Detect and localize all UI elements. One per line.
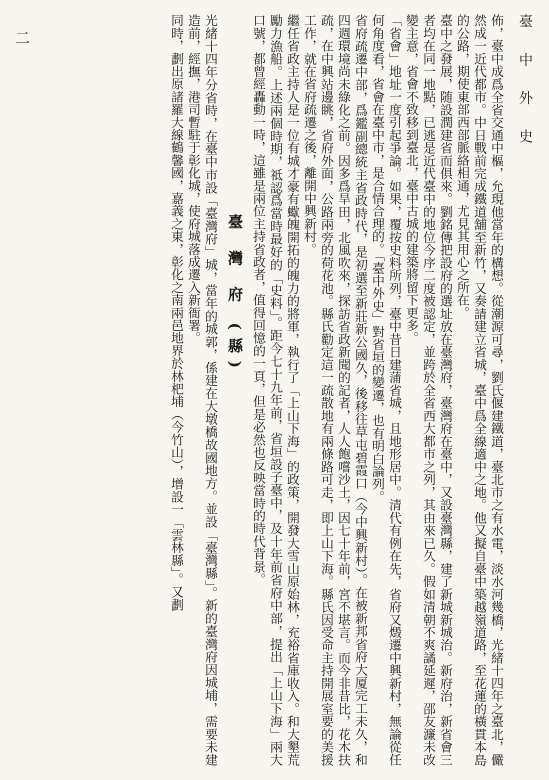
section-title: 臺 灣 府 (縣) (226, 214, 244, 376)
paragraph: 繼任省政主持人是一位有城才豪有蠍魄開拓的魄力的將軍，執行了「上山下海」的政策，開發大雪山原始林，充裕省庫收入。和大墾荒勵力漁船。上述兩個時期，祗認爲當時最好的「史料」。距今七十九年前，省垣設子臺中，及十年前省府中部，提出「上山下海」兩大口號，都曾經轟動一時，這雖是兩位主持省政者，值得回憶的一頁，但是必然也反映當時的時代背景。 (251, 14, 300, 766)
paragraph: 「省會」地址一度引起爭論。如果，覆按史料所列，臺中昔日建蒲省城，且地形居中。清代有例在先，省府又燬遷中興新村，無論從任何角度看，省會在臺中市，是合情合理的。「臺中外史」對省垣的變遷，也有明白論列。 (370, 14, 402, 766)
paragraph: 光緒十四年分省時，在臺中市設「臺灣府」城，當年的城郭，係建在大墩橋故國地方。並設「臺灣縣」。新的臺灣府因城埔，需要未建造前，經撫，港司暫駐于彰化城，使府城落成遷入新衙署。 (186, 14, 218, 766)
running-head: 臺 中 外 史 (517, 14, 533, 154)
paragraph: 同時，劃出原諸羅大線鶴馨國，嘉義之東，彰化之南兩邑地界於林杷埔（今竹山），增設一「雲林縣」。又劃 (169, 14, 184, 611)
paragraph: 臺中之發展，随設潤建省而俱來。劉銘傳把設府的選址放在臺灣府，臺灣府在臺中，又設臺灣縣，建了新城新城治。新府治，新省會三者均在同一地點，已逃是近代臺中的地位今序二度被認定，並跨於全省西大都市之列，其由來已久。假如清朝不爽譎延遲，邵友濂未改變主意，省會不致移到臺北，臺中古城的建築將留下更多。 (404, 14, 453, 766)
page-number: 二 (13, 30, 31, 45)
paragraph: 省府疏遷中部，爲鑑副總統主省政時代，是初選至新莊新公國久，後移往草屯碧霞口（今中興新村）。在被新邦省府大厦完工未久，和四週環境尚未綠化之前。因多爲旱田，北風吹來，探訪省政新聞的記者，人人飽嚐沙土，因七十年前，宮不堪言。而今非昔比，花木扶疏，在中興站邊眺，省府外面，公路兩旁的荷花池。縣氏勸定這一疏散地有兩條路可走，即上山下海。縣氏因受命主持開展室要的美援工作，就在省府疏遷之後，離開中興新村。 (302, 14, 368, 766)
paragraph: 佈，臺中成爲全省交通中樞，允現他當年的構想。從潮源可尋，劉氏偃建鐵道，臺北市之有水電，淡水河幾橋，光緒十四年之臺北，儼然成一近代都市。中日戰前完成鐵道舖至新竹，又奏請建立省城，臺中爲全線適中之地。他又擬自臺中築越嶺道路，至花蓮的橫貫本島的公路，期使東部西部脈絡相通，尤見其用心之所在。 (455, 14, 504, 766)
body-text (17, 14, 505, 766)
